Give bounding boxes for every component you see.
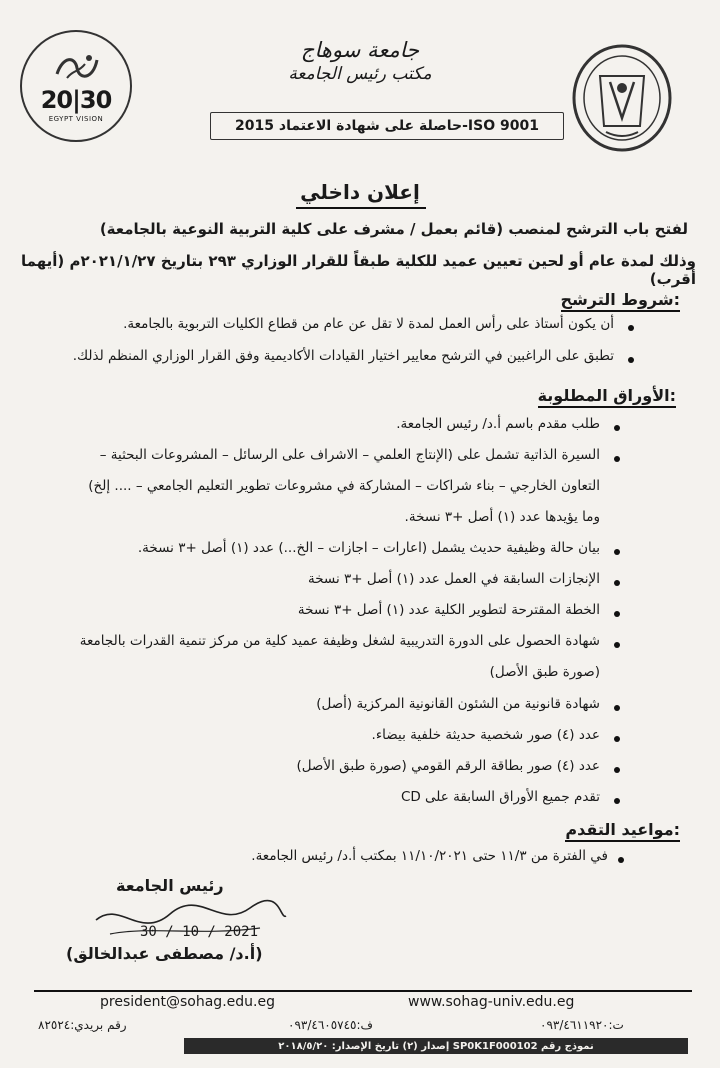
- footer-divider: [34, 990, 692, 992]
- office-name: مكتب رئيس الجامعة: [288, 64, 432, 84]
- document-item-continued: التعاون الخارجي – بناء شراكات – المشاركة في مشروعات تطوير التعليم الجامعي – .... إلخ): [88, 478, 600, 494]
- university-name: جامعة سوهاج: [300, 38, 420, 62]
- document-item: شهادة الحصول على الدورة التدريبية لشغل وظيفة عميد كلية من مركز تنمية القدرات بالجامعة: [79, 633, 600, 649]
- document-item: عدد (٤) صور شخصية حديثة خلفية بيضاء.: [371, 727, 600, 743]
- vision-number: 20|30: [40, 85, 112, 114]
- bullet: [618, 857, 624, 863]
- bullet: [628, 325, 634, 331]
- condition-item: تطبق على الراغبين في الترشح معايير اختيار القيادات الأكاديمية وفق القرار الوزاري المنظم لذلك.: [72, 348, 614, 364]
- announcement-title: إعلان داخلي: [300, 180, 420, 204]
- university-header: [200, 38, 520, 84]
- bullet: [614, 580, 620, 586]
- document-item: الخطة المقترحة لتطوير الكلية عدد (١) أصل +٣ نسخة: [297, 602, 600, 618]
- document-item: شهادة قانونية من الشئون القانونية المركزية (أصل): [316, 696, 600, 712]
- bullet: [614, 611, 620, 617]
- announcement-line-2: وذلك لمدة عام أو لحين تعيين عميد للكلية طبقاً للقرار الوزاري ٢٩٣ بتاريخ ٢٠٢١/١/٢٧م (أيهما أقرب): [21, 252, 696, 288]
- footer-website: www.sohag-univ.edu.eg: [408, 994, 575, 1010]
- bullet: [614, 456, 620, 462]
- handwritten-signature-icon: [90, 890, 290, 950]
- vision-caption: EGYPT VISION: [48, 114, 104, 123]
- bullet: [614, 425, 620, 431]
- documents-heading: الأوراق المطلوبة:: [538, 386, 676, 408]
- document-item: عدد (٤) صور بطاقة الرقم القومي (صورة طبق الأصل): [296, 758, 600, 774]
- announcement-line-1: لفتح باب الترشح لمنصب (قائم بعمل / مشرف على كلية التربية النوعية بالجامعة): [99, 220, 688, 238]
- document-item: طلب مقدم باسم أ.د/ رئيس الجامعة.: [396, 416, 600, 432]
- bullet: [614, 798, 620, 804]
- iso-certificate-bar: حاصلة على شهادة الاعتماد 2015-ISO 9001: [210, 112, 564, 140]
- bullet: [614, 549, 620, 555]
- signature-date: 30 / 10 / 2021: [140, 924, 259, 940]
- condition-item: أن يكون أستاذ على رأس العمل لمدة لا تقل عن عام من قطاع الكليات التربوية بالجامعة.: [123, 316, 614, 332]
- bullet: [614, 642, 620, 648]
- form-code-bar: نموذج رقم SP0K1F000102 إصدار (٢) تاريخ الإصدار: ٢٠١٨/٥/٢٠: [184, 1038, 688, 1054]
- signature-title: رئيس الجامعة: [116, 876, 224, 895]
- document-item-continued: وما يؤيدها عدد (١) أصل +٣ نسخة.: [404, 509, 600, 525]
- signatory-name: (أ.د/ مصطفى عبدالخالق): [66, 944, 263, 963]
- bullet: [614, 736, 620, 742]
- document-item: السيرة الذاتية تشمل على (الإنتاج العلمي – الاشراف على الرسائل – المشروعات البحثية –: [99, 447, 600, 463]
- footer-phone: ت:٠٩٣/٤٦١١٩٢٠: [540, 1018, 624, 1032]
- document-item: بيان حالة وظيفية حديث يشمل (اعارات – اجازات – الخ...) عدد (١) أصل +٣ نسخة.: [137, 540, 600, 556]
- vision-mark-icon: [49, 50, 103, 84]
- footer-email: president@sohag.edu.eg: [100, 994, 275, 1010]
- bullet: [614, 767, 620, 773]
- footer-fax: ف:٠٩٣/٤٦٠٥٧٤٥: [288, 1018, 373, 1032]
- footer-po-box: رقم بريدي:٨٢٥٢٤: [38, 1018, 127, 1032]
- conditions-heading: شروط الترشح:: [561, 290, 680, 312]
- document-item-continued: (صورة طبق الأصل): [489, 664, 600, 680]
- document-item: الإنجازات السابقة في العمل عدد (١) أصل +٣ نسخة: [307, 571, 600, 587]
- bullet: [628, 357, 634, 363]
- dates-text: في الفترة من ١١/٣ حتى ١١/١٠/٢٠٢١ بمكتب أ.د/ رئيس الجامعة.: [251, 848, 608, 864]
- title-underline: [296, 207, 426, 209]
- bullet: [614, 705, 620, 711]
- dates-heading: مواعيد التقدم:: [565, 820, 680, 842]
- egypt-vision-logo: [20, 30, 132, 142]
- university-seal-icon: [570, 42, 674, 154]
- document-item: تقدم جميع الأوراق السابقة على CD: [400, 789, 600, 805]
